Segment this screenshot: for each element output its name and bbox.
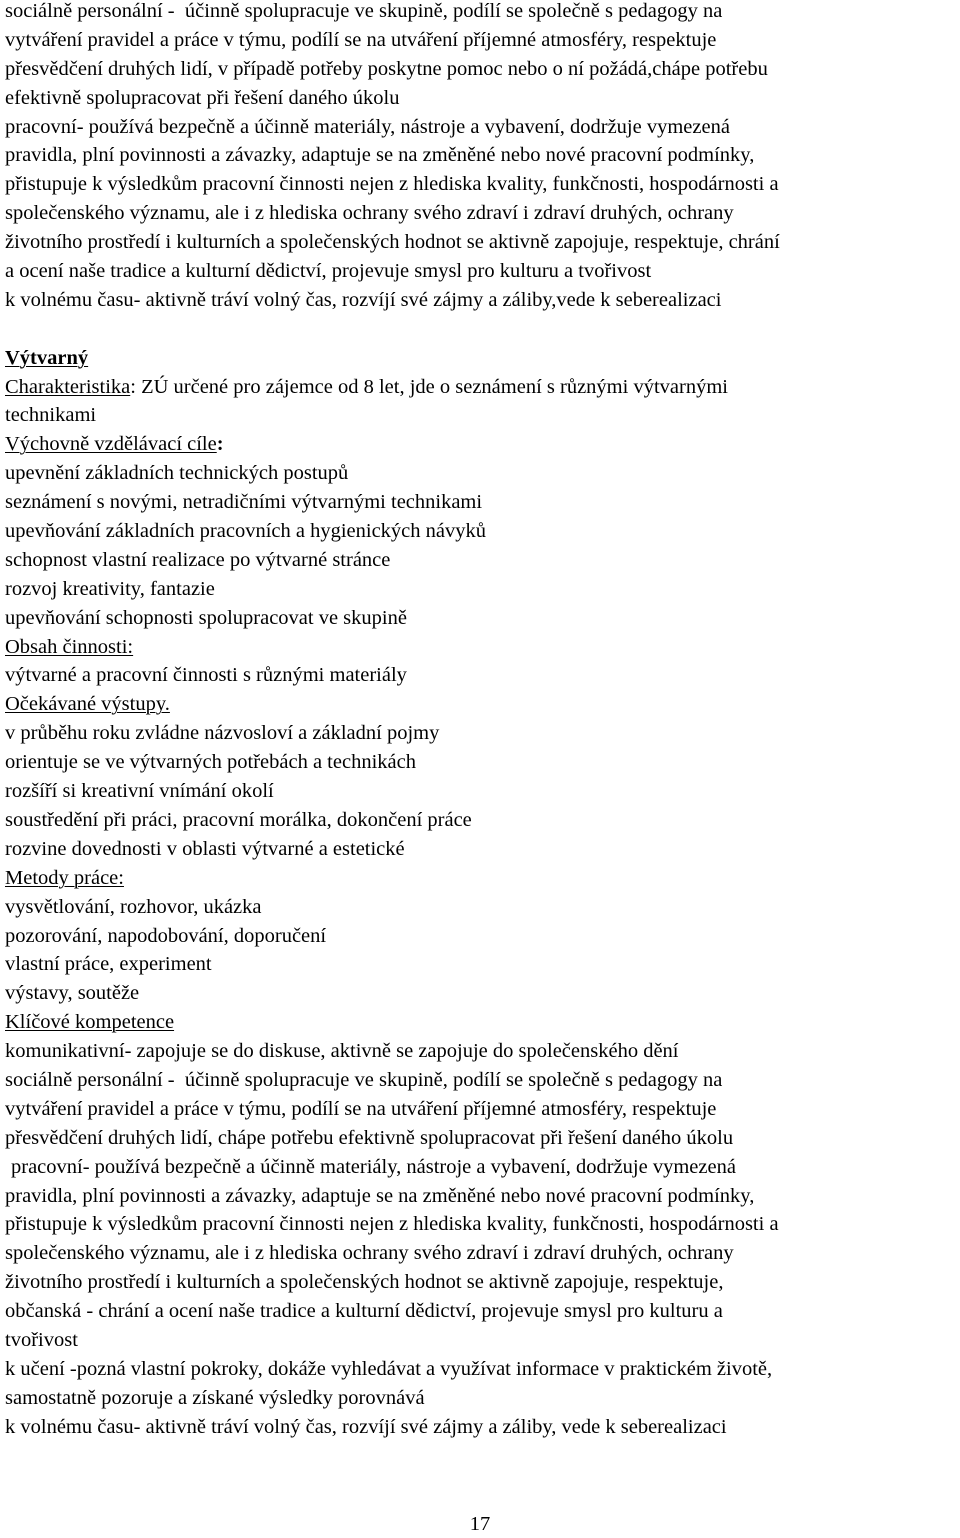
goal-item: rozvoj kreativity, fantazie	[5, 577, 215, 600]
content-item: výtvarné a pracovní činnosti s různými materiály	[5, 664, 407, 687]
competence-line: vytváření pravidel a práce v týmu, podílí se na utváření příjemné atmosféry, respektuje	[5, 1097, 717, 1120]
competences-heading-line	[5, 1008, 957, 1037]
content-heading-line	[5, 633, 957, 662]
method-item: vysvětlování, rozhovor, ukázka	[5, 895, 262, 918]
intro-line: pravidla, plní povinnosti a závazky, adaptuje se na změněné nebo nové pracovní podmínky,	[5, 144, 755, 167]
characteristics-label: Charakteristika	[5, 375, 131, 398]
characteristics-colon: :	[130, 375, 136, 398]
competence-line: tvořivost	[5, 1328, 78, 1351]
competence-line: životního prostředí i kulturních a společenských hodnot se aktivně zapojuje, respektuje,	[5, 1271, 724, 1294]
goals-heading-line	[5, 430, 957, 459]
intro-line: efektivně spolupracovat při řešení daného úkolu	[5, 86, 400, 109]
intro-line: přesvědčení druhých lidí, v případě potřeby poskytne pomoc nebo o ní požádá,chápe potřebu	[5, 57, 768, 80]
intro-line: vytváření pravidel a práce v týmu, podílí se na utváření příjemné atmosféry, respektuje	[5, 28, 717, 51]
methods-heading-line	[5, 864, 957, 893]
competence-line: přistupuje k výsledkům pracovní činnosti nejen z hlediska kvality, funkčnosti, hospodárnosti a	[5, 1213, 779, 1236]
competence-line: k volnému času- aktivně tráví volný čas, rozvíjí své zájmy a záliby, vede k seberealizaci	[5, 1415, 727, 1438]
output-item: v průběhu roku zvládne názvosloví a základní pojmy	[5, 722, 440, 745]
competence-line: společenského významu, ale i z hlediska ochrany svého zdraví i zdraví druhých, ochrany	[5, 1242, 734, 1265]
spacer	[5, 315, 957, 344]
page-number: 17	[469, 1513, 491, 1535]
goal-item: upevnění základních technických postupů	[5, 462, 349, 485]
intro-block	[5, 0, 957, 315]
content-label: Obsah činnosti:	[5, 635, 134, 658]
competence-line: k učení -pozná vlastní pokroky, dokáže vyhledávat a využívat informace v praktickém životě,	[5, 1357, 773, 1380]
competences-label: Klíčové kompetence	[5, 1011, 175, 1034]
intro-line: a ocení naše tradice a kulturní dědictví, projevuje smysl pro kulturu a tvořivost	[5, 260, 652, 283]
intro-line: společenského významu, ale i z hlediska ochrany svého zdraví i zdraví druhých, ochrany	[5, 202, 734, 225]
intro-line: k volnému času- aktivně tráví volný čas, rozvíjí své zájmy a záliby,vede k seberealizaci	[5, 288, 722, 311]
document-page	[5, 0, 957, 1442]
section-title: Výtvarný	[5, 346, 89, 369]
intro-line: přistupuje k výsledkům pracovní činnosti nejen z hlediska kvality, funkčnosti, hospodárnosti a	[5, 173, 779, 196]
method-item: výstavy, soutěže	[5, 982, 140, 1005]
competence-line: pracovní- používá bezpečně a účinně materiály, nástroje a vybavení, dodržuje vymezená	[11, 1155, 736, 1178]
goal-item: upevňování schopnosti spolupracovat ve skupině	[5, 606, 407, 629]
goal-item: schopnost vlastní realizace po výtvarné stránce	[5, 548, 391, 571]
output-item: orientuje se ve výtvarných potřebách a technikách	[5, 751, 416, 774]
goals-colon: :	[216, 433, 224, 456]
intro-line: sociálně personální - účinně spolupracuje ve skupině, podílí se společně s pedagogy na	[5, 0, 723, 22]
methods-label: Metody práce:	[5, 866, 124, 889]
goal-item: upevňování základních pracovních a hygienických návyků	[5, 520, 487, 543]
method-item: vlastní práce, experiment	[5, 953, 212, 976]
intro-line: životního prostředí i kulturních a společenských hodnot se aktivně zapojuje, respektuje, chrání	[5, 231, 780, 254]
intro-line: pracovní- používá bezpečně a účinně materiály, nástroje a vybavení, dodržuje vymezená	[5, 115, 730, 138]
section-vytvarny	[5, 344, 957, 1442]
method-item: pozorování, napodobování, doporučení	[5, 924, 327, 947]
output-item: rozvine dovednosti v oblasti výtvarné a estetické	[5, 837, 405, 860]
section-title-line	[5, 344, 957, 373]
goal-item: seznámení s novými, netradičními výtvarnými technikami	[5, 491, 483, 514]
goals-label: Výchovně vzdělávací cíle	[5, 433, 217, 456]
characteristics-text: ZÚ určené pro zájemce od 8 let, jde o seznámení s různými výtvarnými	[135, 375, 728, 398]
competence-line: občanská - chrání a ocení naše tradice a kulturní dědictví, projevuje smysl pro kulturu a	[5, 1300, 723, 1323]
competence-line: sociálně personální - účinně spolupracuje ve skupině, podílí se společně s pedagogy na	[5, 1068, 723, 1091]
output-item: rozšíří si kreativní vnímání okolí	[5, 780, 274, 803]
outputs-label: Očekávané výstupy.	[5, 693, 170, 716]
output-item: soustředění při práci, pracovní morálka, dokončení práce	[5, 808, 472, 831]
competence-line: komunikativní- zapojuje se do diskuse, aktivně se zapojuje do společenského dění	[5, 1040, 679, 1063]
outputs-heading-line	[5, 690, 957, 719]
characteristics-line	[5, 373, 957, 402]
characteristics-cont: technikami	[5, 404, 97, 427]
competence-line: pravidla, plní povinnosti a závazky, adaptuje se na změněné nebo nové pracovní podmínky,	[5, 1184, 755, 1207]
competence-line: samostatně pozoruje a získané výsledky porovnává	[5, 1386, 425, 1409]
competence-line: přesvědčení druhých lidí, chápe potřebu efektivně spolupracovat při řešení daného úkolu	[5, 1126, 734, 1149]
